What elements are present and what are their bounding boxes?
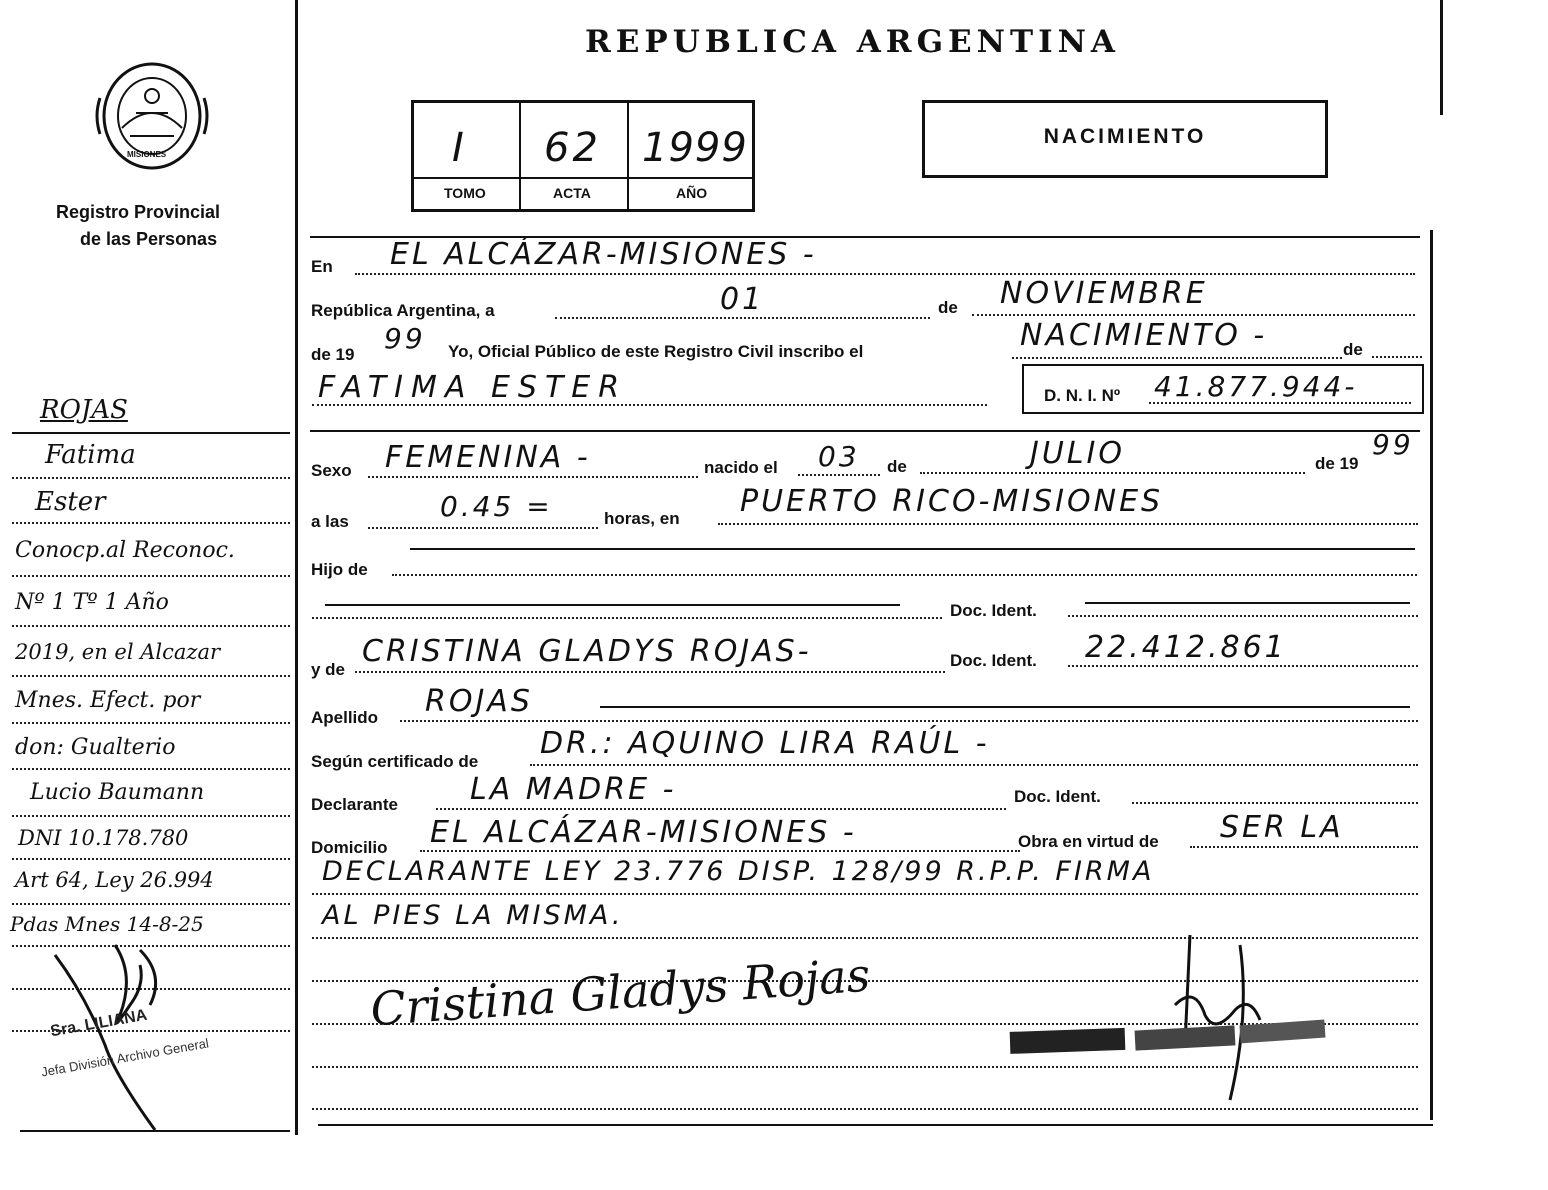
domicilio-value: EL ALCÁZAR-MISIONES - <box>430 815 857 850</box>
de19-label: de 19 <box>311 345 355 364</box>
record-type-box <box>922 100 1328 178</box>
margin-note-line: DNI 10.178.780 <box>18 826 189 850</box>
dni-value: 41.877.944- <box>1154 370 1358 403</box>
margin-note-line: 2019, en el Alcazar <box>15 640 221 664</box>
document-title: REPUBLICA ARGENTINA <box>585 24 1120 60</box>
record-number-box <box>411 100 755 212</box>
margin-note-line: Fatima <box>45 440 136 470</box>
seal-text: MISIONES <box>127 150 167 159</box>
de-label: de <box>938 298 958 317</box>
margin-note-line: ROJAS <box>40 395 128 425</box>
place-value: PUERTO RICO-MISIONES <box>740 484 1164 519</box>
margin-note-line: Nº 1 Tº 1 Año <box>15 590 169 615</box>
tomo-value: I <box>452 125 467 171</box>
birth-day-value: 03 <box>818 440 860 473</box>
declarante-doc-label: Doc. Ident. <box>1014 787 1101 806</box>
acta-label: ACTA <box>553 185 591 201</box>
ano-value: 1999 <box>642 125 748 171</box>
obra-label: Obra en virtud de <box>1018 832 1159 851</box>
mother-value: CRISTINA GLADYS ROJAS- <box>362 634 812 669</box>
observations-line1: DECLARANTE LEY 23.776 DISP. 128/99 R.P.P. FIRMA <box>322 856 1155 887</box>
birth-month-value: JULIO <box>1030 436 1125 471</box>
mother-doc-label: Doc. Ident. <box>950 651 1037 670</box>
en-value: EL ALCÁZAR-MISIONES - <box>390 237 817 272</box>
declarante-value: LA MADRE - <box>470 772 677 807</box>
declarante-label: Declarante <box>311 795 398 814</box>
day-value: 01 <box>720 282 765 317</box>
dni-label: D. N. I. Nº <box>1044 386 1121 405</box>
separator-rule <box>310 430 1420 432</box>
yo-label: Yo, Oficial Público de este Registro Civil inscribo el <box>448 342 864 361</box>
de-label-birth: de <box>887 457 907 476</box>
nacido-label: nacido el <box>704 458 778 477</box>
certificado-label: Según certificado de <box>311 752 479 771</box>
registry-name-line2: de las Personas <box>80 229 218 249</box>
apellido-label: Apellido <box>311 708 379 727</box>
registry-name-line1: Registro Provincial <box>56 202 221 222</box>
en-label: En <box>311 257 333 276</box>
de19-label-birth: de 19 <box>1315 454 1359 473</box>
official-signature <box>1005 925 1335 1110</box>
margin-note-line: Ester <box>35 487 106 517</box>
certificado-value: DR.: AQUINO LIRA RAÚL - <box>540 726 990 761</box>
margin-note-line: Pdas Mnes 14-8-25 <box>10 912 204 936</box>
dni-box <box>1022 364 1424 414</box>
year-value: 99 <box>384 322 426 355</box>
right-border <box>1440 0 1443 115</box>
mother-doc-value: 22.412.861 <box>1085 630 1287 665</box>
horas-label: horas, en <box>604 509 680 528</box>
month-value: NOVIEMBRE <box>1000 276 1208 311</box>
sexo-label: Sexo <box>311 461 352 480</box>
provincial-seal <box>92 58 212 178</box>
declarant-signature: Cristina Gladys Rojas <box>368 947 872 1037</box>
de-suffix-label: de <box>1343 340 1363 359</box>
margin-note-line: Lucio Baumann <box>30 780 205 805</box>
domicilio-label: Domicilio <box>311 838 388 857</box>
child-name-value: FATIMA ESTER <box>318 370 628 405</box>
republica-label: República Argentina, a <box>311 301 495 320</box>
form-bottom-rule <box>318 1124 1433 1126</box>
sexo-value: FEMENINA - <box>385 440 591 475</box>
tomo-label: TOMO <box>444 185 486 201</box>
margin-note-line: Conocp.al Reconoc. <box>15 538 235 563</box>
inscribo-value: NACIMIENTO - <box>1020 318 1268 353</box>
apellido-value: ROJAS <box>425 684 533 719</box>
ano-label: AÑO <box>676 185 708 201</box>
observations-line2: AL PIES LA MISMA. <box>322 900 624 931</box>
margin-note-line: Art 64, Ley 26.994 <box>15 868 214 892</box>
margin-note-line: Mnes. Efect. por <box>15 688 201 713</box>
margin-note-line: don: Gualterio <box>15 735 176 760</box>
record-type-label: NACIMIENTO <box>1043 125 1207 148</box>
yde-label: y de <box>311 660 346 679</box>
hour-value: 0.45 = <box>440 490 553 523</box>
stamp-line2: Jefa División Archivo General <box>39 1035 210 1080</box>
acta-value: 62 <box>544 125 601 171</box>
stamp-line1: Sra. LILIANA <box>49 1006 149 1041</box>
alas-label: a las <box>311 512 349 531</box>
obra-value: SER LA <box>1220 810 1344 845</box>
left-column-divider <box>295 0 298 1135</box>
father-doc-label: Doc. Ident. <box>950 601 1037 620</box>
hijo-label: Hijo de <box>311 560 368 579</box>
birth-year-value: 99 <box>1372 428 1414 461</box>
right-border-lower <box>1430 230 1433 1120</box>
